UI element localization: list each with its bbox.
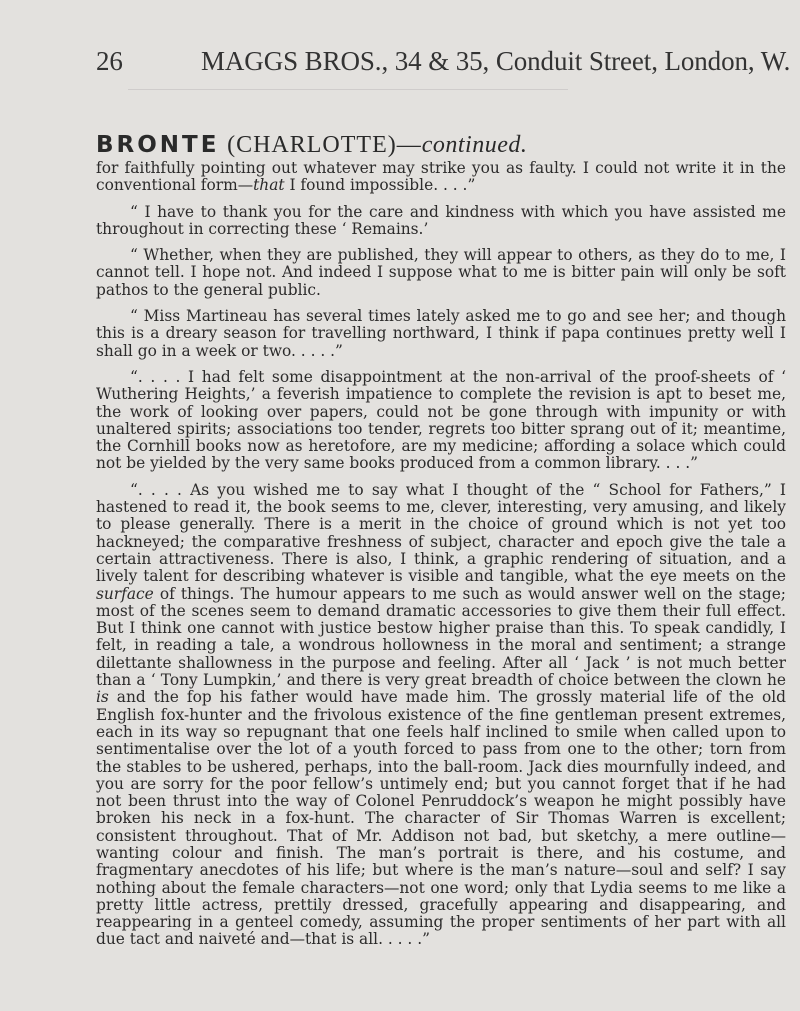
italic-word: is xyxy=(96,688,109,707)
section-heading xyxy=(96,130,796,159)
author-forename: (CHARLOTTE)— xyxy=(227,132,422,158)
letter-paragraph: “ I have to thank you for the care and kindness with which you have assisted me throughout in correcting these ‘ Remains.’ xyxy=(96,202,786,238)
running-head xyxy=(96,46,791,77)
italic-word: that xyxy=(253,176,285,195)
letter-paragraph: “ Whether, when they are published, they will appear to others, as they do to me, I cannot tell. I hope not. And indeed I suppose what to me is bitter pain will only be soft pathos to the general public. xyxy=(96,246,786,299)
continued-label: continued. xyxy=(421,132,528,158)
letter-text xyxy=(96,160,786,958)
page-number: 26 xyxy=(96,46,123,76)
letter-paragraph: “ Miss Martineau has several times lately asked me to go and see her; and though this is a dreary season for travelling northward, I think if papa continues pretty well I shall go in a week or two. . . . .” xyxy=(96,307,786,360)
publisher-line: MAGGS BROS., 34 & 35, Conduit Street, London, W. xyxy=(201,46,791,76)
letter-paragraph: “. . . . As you wished me to say what I thought of the “ School for Fathers,” I hastened to read it, the book seems to me, clever, interesting, very amusing, and likely to please generally. There is a merit in the choice of ground which is not yet too hackneyed; the comparative freshness of subject, character and epoch give the tale a certain attractiveness. There is also, I think, a graphic rendering of situation, and a lively talent for describing whatever is visible and tangible, what the eye meets on the surface of things. The humour appears to me such as would answer well on the stage; most of the scenes seem to demand dramatic accessories to give them their full effect. But I think one cannot with justice bestow higher praise than this. To speak candidly, I felt, in reading a tale, a wondrous hollowness in the moral and sentiment; a strange dilettante shallowness in the purpose and feeling. After all ‘ Jack ’ is not much better than a ‘ Tony Lumpkin,’ and there is very great breadth of choice between the clown he is and the fop his father would have made him. The grossly material life of the old English fox-hunter and the frivolous existence of the fine gentleman present extremes, each in its way so repugnant that one feels half inclined to smile when called upon to sentimentalise over the lot of a youth forced to pass from one to the other; torn from the stables to be ushered, perhaps, into the ball-room. Jack dies mournfully indeed, and you are sorry for the poor fellow’s untimely end; but you cannot forget that if he had not been thrust into the way of Colonel Penruddock’s weapon he might possibly have broken his neck in a fox-hunt. The character of Sir Thomas Warren is excellent; consistent throughout. That of Mr. Addison not bad, but sketchy, a mere outline—wanting colour and finish. The man’s portrait is there, and his costume, and fragmentary anecdotes of his life; but where is the man’s nature—soul and self? I say nothing about the female characters—not one word; only that Lydia seems to me like a pretty little actress, prettily dressed, gracefully appearing and disappearing, and reappearing in a genteel comedy, assuming the proper sentiments of her part with all due tact and naiveté and—that is all. . . . .” xyxy=(96,480,786,949)
header-rule xyxy=(128,89,568,90)
letter-paragraph: for faithfully pointing out whatever may strike you as faulty. I could not write it in the conventional form—that I found impossible. . . .” xyxy=(96,159,786,195)
letter-paragraph: “. . . . I had felt some disappointment at the non-arrival of the proof-sheets of ‘ Wuthering Heights,’ a feverish impatience to complete the revision is apt to beset me, the work of looking over papers, could not be gone through with impunity or with unaltered spirits; associations too tender, regrets too bitter sprang out of it; meantime, the Cornhill books now as heretofore, are my medicine; affording a solace which could not be yielded by the very same books produced from a common library. . . .” xyxy=(96,367,786,473)
italic-word: surface xyxy=(96,584,154,603)
author-name: BRONTE xyxy=(96,132,220,158)
